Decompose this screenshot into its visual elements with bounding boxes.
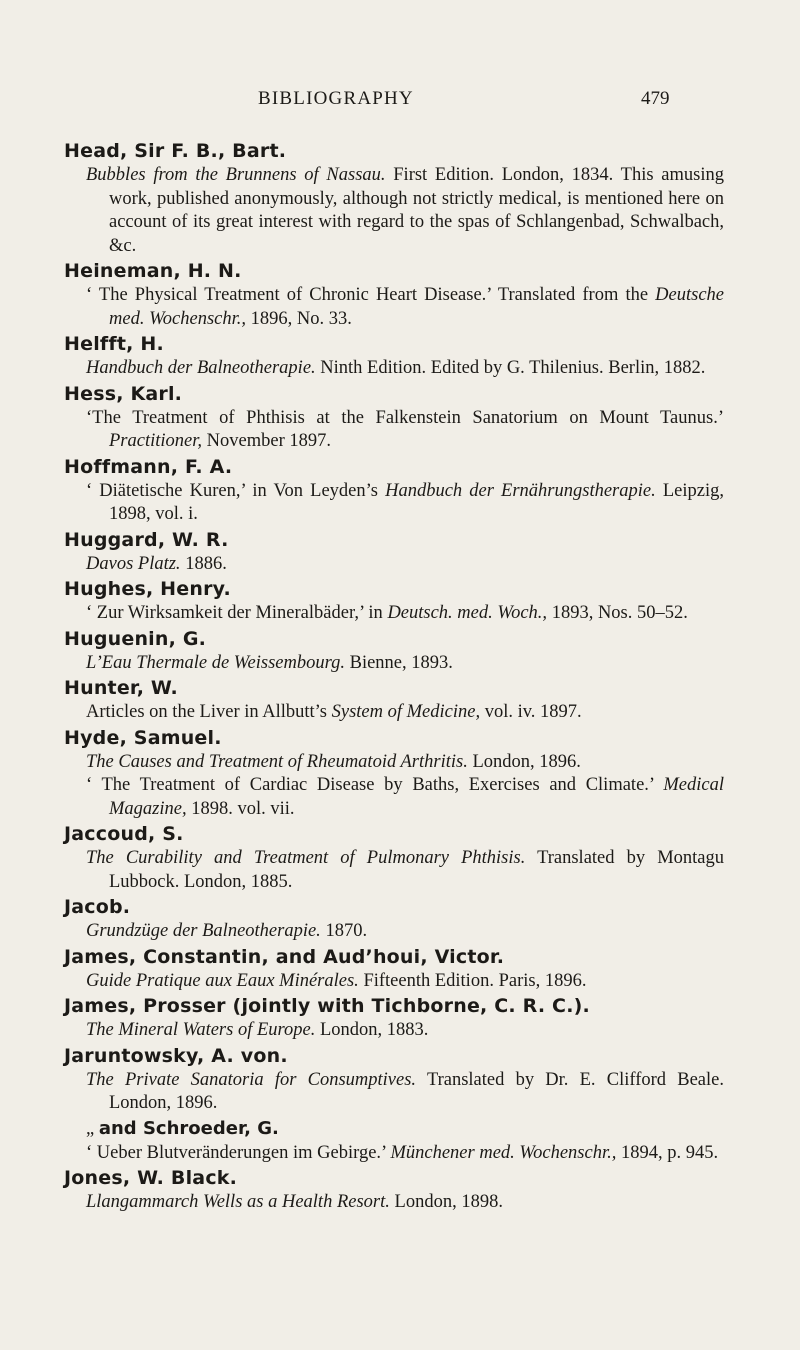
citation-text: Articles on the Liver in Allbutt’s bbox=[86, 702, 332, 722]
author-name: Jones, W. Black. bbox=[64, 1167, 238, 1189]
citation bbox=[64, 553, 724, 577]
bibliography-entry bbox=[64, 821, 724, 894]
work-title: Bubbles from the Brunnens of Nassau. bbox=[86, 165, 386, 185]
citation bbox=[64, 920, 724, 944]
citation-details: 1886. bbox=[180, 553, 227, 574]
author-name: and Schroeder, G. bbox=[98, 1117, 279, 1139]
author-name: Jaruntowsky, A. von. bbox=[64, 1044, 288, 1067]
bibliography-entry bbox=[64, 944, 724, 994]
bibliography-list bbox=[64, 138, 724, 1215]
citation bbox=[64, 407, 724, 454]
citation-text: ‘ The Treatment of Cardiac Disease by Baths, Exercises and Climate.’ bbox=[86, 775, 664, 795]
citation-details: 1898. vol. vii. bbox=[186, 798, 295, 819]
author-name: Helfft, H. bbox=[64, 333, 164, 355]
citation-details: First Edition. London, 1834. This amusing work, published anonymously, although not strictly medical, is mentioned here on account of its great interest with regard to the spas of Schlangenbad, Schwalbach, &c. bbox=[109, 165, 724, 256]
citation bbox=[64, 751, 724, 775]
citation bbox=[64, 1191, 724, 1215]
work-title: The Curability and Treatment of Pulmonary Phthisis. bbox=[86, 848, 526, 868]
citation-details: London, 1898. bbox=[389, 1192, 503, 1212]
bibliography-entry bbox=[64, 725, 724, 822]
work-title: System of Medicine, bbox=[331, 702, 481, 722]
citation-text: ‘The Treatment of Phthisis at the Falkenstein Sanatorium on Mount Taunus.’ bbox=[86, 407, 724, 428]
bibliography-entry bbox=[64, 258, 724, 331]
citation bbox=[64, 284, 724, 331]
citation bbox=[64, 701, 724, 725]
citation-details: vol. iv. 1897. bbox=[480, 702, 582, 722]
author-name: Heineman, H. N. bbox=[64, 260, 242, 282]
work-title: Deutsch. med. Woch., bbox=[387, 603, 548, 623]
work-title: Llangammarch Wells as a Health Resort. bbox=[86, 1192, 390, 1212]
work-title: Practitioner, bbox=[109, 431, 203, 451]
citation-details: 1893, Nos. 50–52. bbox=[547, 603, 688, 623]
citation-details: Bienne, 1893. bbox=[344, 652, 453, 673]
citation bbox=[64, 1069, 724, 1116]
bibliography-entry bbox=[64, 675, 724, 725]
citation bbox=[64, 357, 724, 381]
work-title: Handbuch der Balneotherapie. bbox=[86, 358, 316, 378]
citation-details: London, 1896. bbox=[467, 751, 581, 772]
bibliography-entry bbox=[64, 576, 724, 626]
author-name: Hoffmann, F. A. bbox=[64, 455, 233, 478]
citation bbox=[64, 164, 724, 258]
citation-details: London, 1883. bbox=[315, 1020, 429, 1040]
author-name: Head, Sir F. B., Bart. bbox=[64, 140, 287, 162]
bibliography-entry bbox=[64, 454, 724, 527]
work-title: The Private Sanatoria for Consumptives. bbox=[86, 1069, 417, 1090]
bibliography-entry bbox=[64, 138, 724, 258]
bibliography-entry bbox=[64, 993, 724, 1043]
citation-details: 1870. bbox=[320, 921, 368, 941]
bibliography-entry bbox=[64, 1165, 724, 1215]
citation bbox=[64, 1142, 724, 1166]
author-name: Hughes, Henry. bbox=[64, 578, 231, 600]
citation-details: Leipzig, 1898, vol. i. bbox=[109, 480, 724, 524]
author-name: Hess, Karl. bbox=[64, 382, 183, 405]
citation bbox=[64, 1019, 724, 1043]
citation-details: November 1897. bbox=[202, 431, 331, 451]
citation-details: Translated by Dr. E. Clifford Beale. London, 1896. bbox=[109, 1069, 724, 1113]
work-title: Medical Magazine, bbox=[109, 775, 724, 819]
work-title: L’Eau Thermale de Weissembourg. bbox=[86, 652, 345, 673]
citation-details: Translated by Montagu Lubbock. London, 1885. bbox=[109, 848, 725, 892]
bibliography-entry bbox=[64, 527, 724, 577]
author-name: Huggard, W. R. bbox=[64, 528, 229, 551]
citation bbox=[64, 652, 724, 676]
work-title: Guide Pratique aux Eaux Minérales. bbox=[86, 970, 359, 991]
work-title: The Mineral Waters of Europe. bbox=[86, 1020, 316, 1040]
bibliography-entry bbox=[64, 626, 724, 676]
page-number: 479 bbox=[641, 88, 670, 109]
running-head-title: BIBLIOGRAPHY bbox=[258, 88, 414, 109]
citation-details: Fifteenth Edition. Paris, 1896. bbox=[358, 970, 587, 991]
citation-text: ‘ Zur Wirksamkeit der Mineralbäder,’ in bbox=[86, 603, 388, 623]
work-title: Deutsche med. Wochenschr., bbox=[109, 285, 724, 329]
author-name: Hyde, Samuel. bbox=[64, 726, 222, 749]
citation-details: 1896, No. 33. bbox=[246, 308, 352, 329]
work-title: Münchener med. Wochenschr., bbox=[390, 1142, 617, 1163]
entry-ditto-line bbox=[64, 1116, 724, 1142]
author-name: Hunter, W. bbox=[64, 677, 178, 699]
author-name: James, Prosser (jointly with Tichborne, C. R. C.). bbox=[64, 995, 590, 1017]
author-name: Jaccoud, S. bbox=[64, 823, 184, 845]
work-title: The Causes and Treatment of Rheumatoid Arthritis. bbox=[86, 751, 468, 772]
citation bbox=[64, 774, 724, 821]
running-head bbox=[0, 88, 800, 112]
citation-text: ‘ Ueber Blutveränderungen im Gebirge.’ bbox=[86, 1142, 391, 1163]
citation bbox=[64, 847, 724, 894]
citation bbox=[64, 480, 724, 527]
bibliography-entry bbox=[64, 381, 724, 454]
bibliography-entry bbox=[64, 1116, 724, 1166]
citation-text: ‘ Diätetische Kuren,’ in Von Leyden’s bbox=[86, 480, 386, 501]
citation-text: ‘ The Physical Treatment of Chronic Heart Disease.’ Translated from the bbox=[86, 285, 656, 305]
author-name: Jacob. bbox=[64, 896, 131, 918]
work-title: Davos Platz. bbox=[86, 553, 181, 574]
bibliography-entry bbox=[64, 894, 724, 944]
work-title: Grundzüge der Balneotherapie. bbox=[86, 921, 321, 941]
citation bbox=[64, 970, 724, 994]
author-name: Huguenin, G. bbox=[64, 627, 207, 650]
citation-details: 1894, p. 945. bbox=[616, 1142, 719, 1163]
author-name: James, Constantin, and Aud’houi, Victor. bbox=[64, 945, 505, 968]
bibliography-entry bbox=[64, 331, 724, 381]
citation-details: Ninth Edition. Edited by G. Thilenius. Berlin, 1882. bbox=[315, 358, 706, 378]
citation bbox=[64, 602, 724, 626]
ditto-mark: „ bbox=[86, 1118, 95, 1139]
work-title: Handbuch der Ernährungstherapie. bbox=[385, 480, 656, 501]
bibliography-entry bbox=[64, 1043, 724, 1116]
